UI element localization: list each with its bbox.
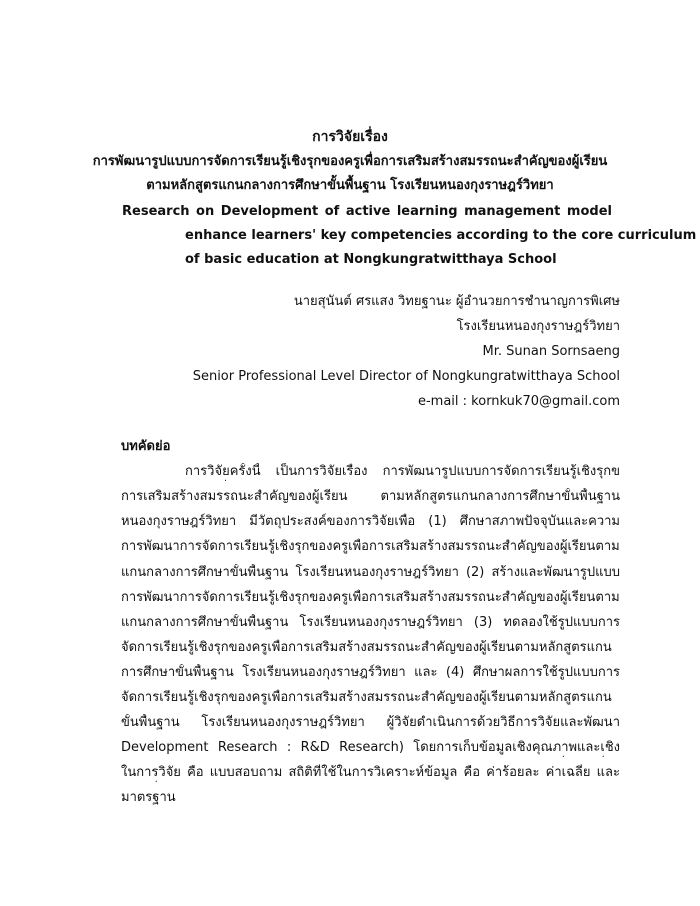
abstract-line: Development Research : R&D Research) โดยการเก็บข้อมูลเชิงคุณภาพและเชิง: [121, 740, 620, 755]
abstract-line: แกนกลางการศึกษาขั้นพื้นฐาน โรงเรียนหนองกุงราษฎร์วิทยา (2) สร้างและพัฒนารูปแบบ: [121, 565, 620, 580]
thai-title-line-2: ตามหลักสูตรแกนกลางการศึกษาขั้นพื้นฐาน โรงเรียนหนองกุงราษฎร์วิทยา: [146, 178, 554, 193]
abstract-line: การวิจัยครั้งนี้ เป็นการวิจัยเรื่อง การพัฒนารูปแบบการจัดการเรียนรู้เชิงรุกข: [185, 464, 620, 479]
thai-title-line-1: การพัฒนารูปแบบการจัดการเรียนรู้เชิงรุกของครูเพื่อการเสริมสร้างสมรรถนะสำคัญของผู้เรียน: [92, 154, 608, 169]
abstract-line: ขั้นพื้นฐาน โรงเรียนหนองกุงราษฎร์วิทยา ผู้วิจัยดำเนินการด้วยวิธีการวิจัยและพัฒนา: [121, 715, 620, 730]
research-heading: การวิจัยเรื่อง: [312, 129, 388, 145]
abstract-line: มาตรฐาน: [121, 790, 176, 805]
abstract-line: การพัฒนาการจัดการเรียนรู้เชิงรุกของครูเพื่อการเสริมสร้างสมรรถนะสำคัญของผู้เรียนตาม: [121, 539, 620, 554]
english-title-line-2: enhance learners' key competencies according to the core curriculum: [185, 228, 697, 243]
author-thai-school: โรงเรียนหนองกุงราษฎร์วิทยา: [456, 319, 620, 334]
english-title-line-3: of basic education at Nongkungratwitthaya School: [185, 252, 557, 267]
author-email: e-mail : kornkuk70@gmail.com: [417, 394, 620, 409]
abstract-line: การศึกษาขั้นพื้นฐาน โรงเรียนหนองกุงราษฎร์วิทยา และ (4) ศึกษาผลการใช้รูปแบบการ: [121, 665, 620, 680]
abstract-line: แกนกลางการศึกษาขั้นพื้นฐาน โรงเรียนหนองกุงราษฎร์วิทยา (3) ทดลองใช้รูปแบบการ: [121, 615, 620, 630]
author-english-position: Senior Professional Level Director of Nongkungratwitthaya School: [192, 369, 620, 384]
english-title-line-1: Research on Development of active learning management model: [122, 204, 612, 219]
abstract-line: หนองกุงราษฎร์วิทยา มีวัตถุประสงค์ของการวิจัยเพื่อ (1) ศึกษาสภาพปัจจุบันและความ: [121, 514, 620, 529]
author-thai-name: นายสุนันต์ ศรแสง วิทยฐานะ ผู้อำนวยการชำนาญการพิเศษ: [293, 294, 620, 309]
abstract-line: จัดการเรียนรู้เชิงรุกของครูเพื่อการเสริมสร้างสมรรถนะสำคัญของผู้เรียนตามหลักสูตรแกน: [121, 640, 612, 655]
abstract-heading: บทคัดย่อ: [121, 439, 171, 454]
abstract-line: จัดการเรียนรู้เชิงรุกของครูเพื่อการเสริมสร้างสมรรถนะสำคัญของผู้เรียนตามหลักสูตรแกน: [121, 690, 612, 705]
author-english-name: Mr. Sunan Sornsaeng: [482, 344, 620, 359]
abstract-line: ในการวิจัย คือ แบบสอบถาม สถิติที่ใช้ในการวิเคราะห์ข้อมูล คือ ค่าร้อยละ ค่าเฉลี่ย และ: [121, 765, 620, 780]
abstract-line: การเสริมสร้างสมรรถนะสำคัญของผู้เรียน ตามหลักสูตรแกนกลางการศึกษาขั้นพื้นฐาน: [121, 489, 620, 504]
abstract-line: การพัฒนาการจัดการเรียนรู้เชิงรุกของครูเพื่อการเสริมสร้างสมรรถนะสำคัญของผู้เรียนตาม: [121, 590, 620, 605]
